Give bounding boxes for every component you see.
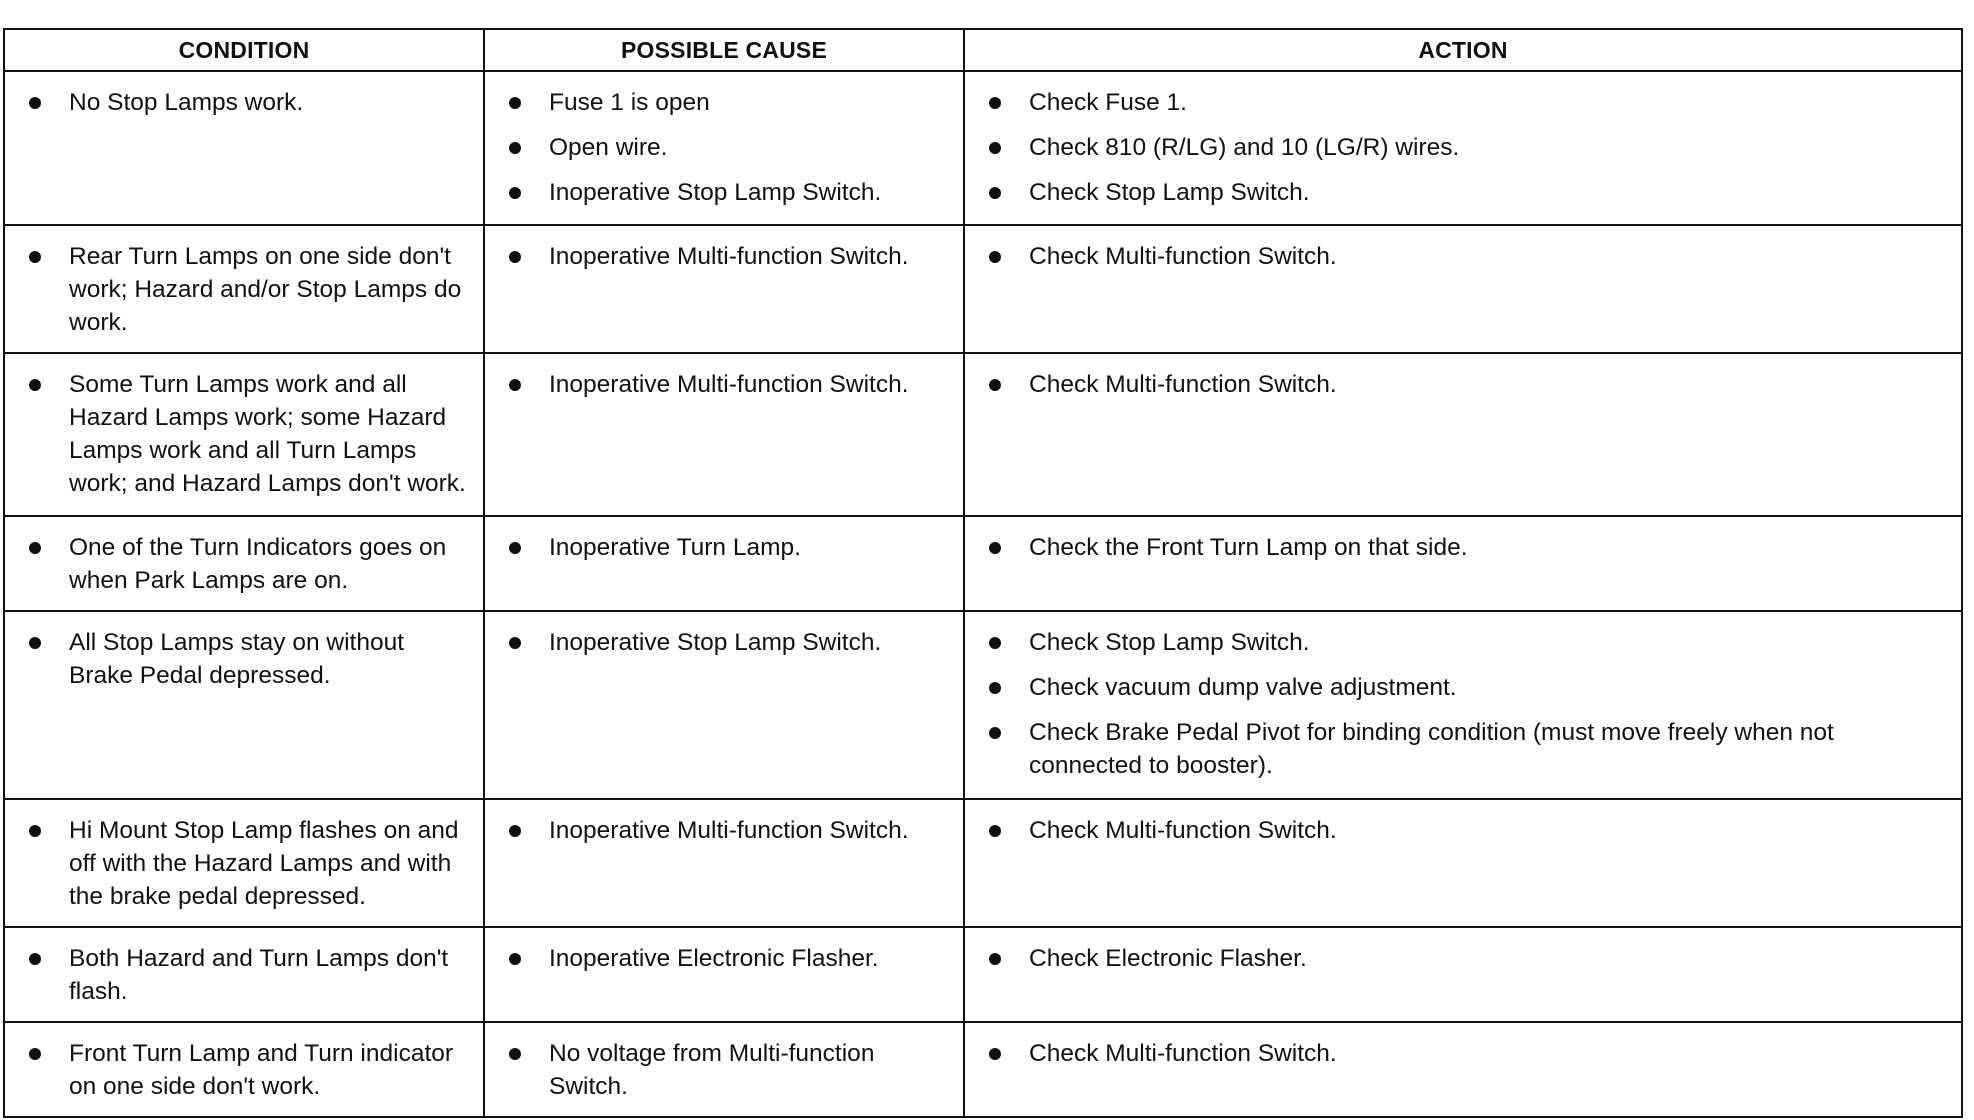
list-item [983,671,1951,704]
cause-list [485,928,963,985]
condition-text: No Stop Lamps work. [69,89,304,116]
bullet-icon [509,142,521,154]
action-text: Check Stop Lamp Switch. [1029,179,1310,206]
condition-text: Hi Mount Stop Lamp flashes on and off with the Hazard Lamps and with the brake pedal depressed. [69,816,459,910]
bullet-icon [509,187,521,199]
cause-cell [484,225,964,354]
action-cell [964,71,1962,225]
action-text: Check vacuum dump valve adjustment. [1029,673,1457,701]
table-row [4,516,1962,611]
cause-text: Inoperative Multi-function Switch. [549,242,909,270]
table-header-row [4,29,1962,71]
cause-list [485,517,963,574]
action-list [965,517,1961,574]
action-cell [964,799,1962,928]
table-row [4,799,1962,928]
condition-list [5,1023,483,1113]
condition-cell [4,71,484,225]
table-row [4,1022,1962,1117]
action-cell [964,353,1962,516]
action-list [965,612,1961,792]
cause-text: Inoperative Stop Lamp Switch. [549,179,882,206]
cause-text: No voltage from Multi-function Switch. [549,1040,875,1101]
cause-text: Inoperative Turn Lamp. [549,534,801,562]
condition-cell [4,1022,484,1117]
list-item [503,131,953,164]
cause-text: Open wire. [549,134,668,161]
bullet-icon [989,187,1001,199]
bullet-icon [509,97,521,109]
bullet-icon [989,953,1001,965]
list-item [983,531,1951,564]
condition-list [5,354,483,510]
condition-cell [4,353,484,516]
list-item [23,1037,473,1103]
action-cell [964,611,1962,799]
cause-text: Inoperative Multi-function Switch. [549,816,909,844]
action-text: Check Multi-function Switch. [1029,1040,1337,1068]
condition-text: Both Hazard and Turn Lamps don't flash. [69,945,449,1006]
action-header: ACTION [964,29,1962,71]
condition-cell [4,927,484,1022]
list-item [23,814,473,913]
condition-text: Rear Turn Lamps on one side don't work; Hazard and/or Stop Lamps do work. [69,242,462,336]
cause-list [485,354,963,411]
condition-header: CONDITION [4,29,484,71]
cause-list [485,1023,963,1113]
condition-list [5,226,483,349]
bullet-icon [989,97,1001,109]
list-item [983,86,1951,119]
list-item [503,531,953,564]
bullet-icon [989,379,1001,391]
bullet-icon [29,825,41,837]
action-list [965,226,1961,283]
action-list [965,354,1961,411]
list-item [983,240,1951,273]
list-item [503,626,953,659]
cause-text: Inoperative Stop Lamp Switch. [549,628,882,656]
condition-cell [4,225,484,354]
bullet-icon [989,727,1001,739]
bullet-icon [29,251,41,263]
cause-cell [484,611,964,799]
bullet-icon [509,953,521,965]
list-item [503,814,953,847]
bullet-icon [989,825,1001,837]
condition-cell [4,516,484,611]
list-item [23,368,473,500]
list-item [983,716,1951,782]
cause-text: Fuse 1 is open [549,89,710,116]
bullet-icon [509,825,521,837]
cause-cell [484,353,964,516]
condition-list [5,612,483,702]
cause-list [485,800,963,857]
bullet-icon [989,542,1001,554]
condition-list [5,928,483,1018]
table-row [4,225,1962,354]
cause-cell [484,516,964,611]
list-item [983,942,1951,975]
list-item [503,368,953,401]
action-text: Check Multi-function Switch. [1029,816,1337,844]
list-item [23,240,473,339]
bullet-icon [29,97,41,109]
bullet-icon [509,251,521,263]
action-cell [964,225,1962,354]
condition-text: All Stop Lamps stay on without Brake Pedal depressed. [69,628,405,689]
action-cell [964,516,1962,611]
list-item [983,1037,1951,1070]
action-text: Check Multi-function Switch. [1029,242,1337,270]
cause-cell [484,1022,964,1117]
list-item [983,368,1951,401]
condition-cell [4,611,484,799]
condition-list [5,800,483,923]
table-row [4,611,1962,799]
list-item [983,814,1951,847]
cause-cell [484,927,964,1022]
action-cell [964,1022,1962,1117]
cause-cell [484,799,964,928]
bullet-icon [29,542,41,554]
action-cell [964,927,1962,1022]
bullet-icon [509,542,521,554]
diagnosis-table [3,28,1963,1118]
action-text: Check the Front Turn Lamp on that side. [1029,534,1468,562]
list-item [983,176,1951,209]
table-row [4,927,1962,1022]
action-text: Check Electronic Flasher. [1029,945,1307,973]
bullet-icon [509,637,521,649]
bullet-icon [509,1048,521,1060]
list-item [983,626,1951,659]
list-item [503,86,953,119]
bullet-icon [989,637,1001,649]
action-list [965,72,1961,219]
bullet-icon [989,142,1001,154]
table-row [4,71,1962,225]
cause-list [485,72,963,219]
condition-text: Front Turn Lamp and Turn indicator on one side don't work. [69,1040,454,1101]
possible-cause-header: POSSIBLE CAUSE [484,29,964,71]
list-item [503,176,953,209]
cause-list [485,226,963,283]
bullet-icon [989,682,1001,694]
action-list [965,800,1961,857]
list-item [23,531,473,597]
cause-cell [484,71,964,225]
bullet-icon [509,379,521,391]
condition-text: Some Turn Lamps work and all Hazard Lamps work; some Hazard Lamps work and all Turn Lamps work; and Hazard Lamps don't work. [69,371,466,498]
condition-list [5,72,483,129]
bullet-icon [29,637,41,649]
condition-text: One of the Turn Indicators goes on when Park Lamps are on. [69,534,447,595]
list-item [503,240,953,273]
cause-text: Inoperative Electronic Flasher. [549,945,879,973]
table-body [4,71,1962,1117]
bullet-icon [989,251,1001,263]
list-item [23,626,473,692]
list-item [23,942,473,1008]
bullet-icon [29,953,41,965]
list-item [983,131,1951,164]
list-item [503,1037,953,1103]
cause-list [485,612,963,669]
action-list [965,928,1961,985]
table-row [4,353,1962,516]
action-text: Check Stop Lamp Switch. [1029,628,1310,656]
list-item [23,86,473,119]
bullet-icon [989,1048,1001,1060]
cause-text: Inoperative Multi-function Switch. [549,371,909,399]
action-list [965,1023,1961,1080]
action-text: Check Fuse 1. [1029,89,1187,116]
condition-cell [4,799,484,928]
action-text: Check Brake Pedal Pivot for binding condition (must move freely when not connected to booster). [1029,718,1834,779]
condition-list [5,517,483,607]
list-item [503,942,953,975]
action-text: Check 810 (R/LG) and 10 (LG/R) wires. [1029,134,1460,161]
bullet-icon [29,1048,41,1060]
bullet-icon [29,379,41,391]
action-text: Check Multi-function Switch. [1029,371,1337,399]
